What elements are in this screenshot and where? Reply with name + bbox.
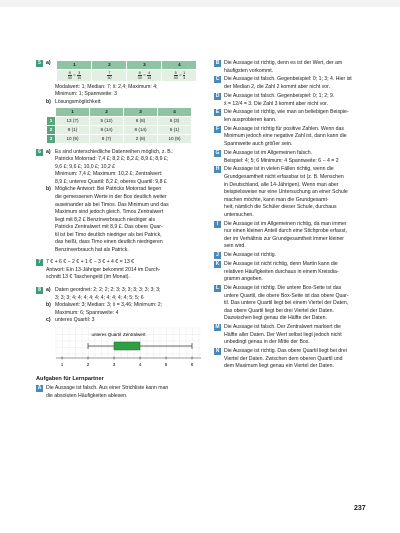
text-line: Minimum: 7,4 £; Maximum: 10,2 £; Zentralwert: [55, 171, 163, 178]
text-line: heit, nämlich die Schüler dieser Schule, durchaus [224, 204, 337, 211]
lernpartner-item-c [214, 76, 382, 91]
table-header: 2 [92, 61, 127, 70]
table-cell: $\frac{8}{30}$ = $\frac{4}{15}$ [127, 69, 162, 81]
text-line: das heißt, dass Timo einen deutlich niedrigeren [55, 239, 163, 246]
table-cell: 13 (7) [56, 116, 90, 125]
text-line: Die Aussage ist richtig. Das obere Quartil liegt bei drei [224, 348, 347, 355]
possibility-table [46, 107, 192, 144]
text-line: Die Aussage ist im Allgemeinen falsch. [224, 149, 313, 156]
table-cell: $\frac{7}{30}$ [92, 69, 127, 81]
table-cell: 8 (1) [56, 125, 90, 134]
exercise-number: 6 [36, 149, 43, 156]
tick-label: 5 [164, 361, 168, 367]
text-line: Die Aussage ist richtig, wie man an beliebigen Beispie- [224, 109, 349, 116]
text-line: die gemessenen Werte in der Box deutlich weiter [55, 194, 167, 201]
boxplot [36, 326, 206, 370]
text-line: häufigsten vorkommt. [224, 67, 274, 74]
text-line: Mögliche Antwort: Bei Patricks Motorrad liegen [55, 186, 162, 193]
text-line: Grundgesamtheit nicht erfassbar ist (z. B. Menschen [224, 174, 344, 180]
exercise-8 [36, 287, 206, 370]
table-cell: $\frac{5}{30}$ = $\frac{1}{3}$ [162, 69, 197, 81]
lernpartner-item-j [214, 252, 382, 260]
sub-label: a) [46, 148, 51, 155]
text-line: Viertel der Daten. Zwischen dem oberen Quartil und [224, 355, 343, 362]
text-line: Maximum: 6; Spannweite: 4 [55, 309, 119, 316]
text-line: Dazwischen liegt genau die Hälfte der Daten. [224, 315, 327, 322]
text-line: Spannweite auch größer sein. [224, 141, 293, 148]
text-line: das obere Quartil liegt bei drei Viertel der Daten. [224, 307, 334, 314]
text-line: Die Aussage ist richtig. Die untere Box-Seite ist das [224, 285, 342, 292]
text-line: len ausprobieren kann. [224, 117, 277, 123]
lernpartner-item-n [214, 348, 382, 371]
tick-label: 6 [190, 361, 194, 367]
text-line: 8,9 £; unteres Quartil: 8,2 £; oberes Quartil: 9,8 £ [55, 178, 167, 185]
text-line: Die Aussage ist falsch. Aus einer Strichliste kann man [46, 385, 169, 392]
table-cell: 2 (8) [124, 134, 158, 143]
text-line: gramm angeben. [224, 276, 263, 283]
text-line: Maximum sind jedoch gleich. Timos Zentralwert [55, 209, 164, 216]
text-line: Minimum jedoch eine negative Zahl ist, dann kann die [224, 133, 347, 140]
lernpartner-item-h [214, 166, 382, 219]
table-cell: 6 (3) [158, 116, 192, 125]
item-letter: C [215, 76, 220, 83]
table-header: 3 [127, 61, 162, 70]
item-letter: F [215, 125, 220, 132]
lernpartner-item-b [214, 60, 382, 75]
frequency-table [56, 60, 197, 82]
lernpartner-item-d [214, 93, 382, 108]
table-cell: 6 (1) [158, 125, 192, 134]
exercise-7 [36, 259, 206, 282]
text-line: Hälfte aller Daten. Der Wert selbst liegt jedoch nicht [224, 331, 342, 338]
item-letter: A [37, 385, 42, 392]
table-cell: 5 (12) [90, 116, 124, 125]
text-line: Patricks Motorrad: 7,4 £; 8,2 £; 8,2 £; 8,9 £; 8,9 £; [55, 156, 169, 163]
lernpartner-item-f [214, 126, 382, 149]
table-header: 4 [158, 108, 192, 117]
lernpartner-item-k [214, 261, 382, 284]
table-cell: 10 (9) [56, 134, 90, 143]
text-line: Die Aussage ist richtig. [224, 252, 277, 259]
item-letter: N [215, 348, 220, 355]
table-cell: $\frac{8}{30}$ = $\frac{3}{10}$ [57, 69, 92, 81]
table-header: 2 [90, 108, 124, 117]
text-line: til ist bei Timo deutlich niedriger als bei Patrick, [55, 231, 162, 238]
exercise-number: 8 [36, 287, 43, 294]
exercise-5 [36, 60, 206, 144]
row-header: 1 [47, 116, 56, 125]
table-cell: 8 (14) [124, 125, 158, 134]
item-letter: E [215, 109, 220, 116]
lernpartner-item-m [214, 324, 382, 347]
exercise-number: 5 [36, 60, 43, 67]
sub-label: a) [46, 60, 51, 66]
tick-label: 3 [112, 361, 116, 367]
table-cell: 6 (8) [124, 116, 158, 125]
sub-label: a) [46, 287, 51, 294]
text-line: Die Aussage ist falsch. Gegenbeispiel: 0; 1; 3; 4. Hier ist [224, 76, 352, 83]
table-header: 1 [57, 61, 92, 70]
text-line: Die Aussage ist richtig, denn es ist der Wert, der am [224, 60, 343, 66]
text-line: Beispiel: 4; 5; 6 Minimum: 4 Spannweite: 6 − 4 = 2 [224, 157, 339, 164]
page-number: 237 [354, 505, 366, 512]
text-line: machen möchte, kann man die Grundgesamt- [224, 196, 329, 203]
text-line: beispielsweise nur eine Untersuchung an einer Schule [224, 189, 348, 196]
text-line: untere Quartil, die obere Box-Seite ist das obere Quar- [224, 292, 349, 299]
sub-label: b) [46, 98, 51, 105]
exercise-number: 7 [36, 259, 43, 266]
lernpartner-item-i [214, 221, 382, 251]
text-line: x̄ = 12/4 = 3. Die Zahl 3 kommt aber nicht vor. [224, 100, 329, 107]
text-line: Benzinverbrauch hat als Patrick. [55, 246, 129, 253]
text-line: Lösungsmöglichkeit: [55, 98, 102, 105]
table-header: 1 [56, 108, 90, 117]
lernpartner-item-g [214, 150, 382, 165]
text-line: nur einen kleinen Anteil durch eine Stichprobe erfasst, [224, 228, 347, 235]
text-line: 3; 3; 3; 4; 4; 4; 4; 4; 4; 4; 4; 4; 4; 5; 5; 6 [55, 294, 144, 301]
text-line: dem Maximum liegt genau ein Viertel der Daten. [224, 363, 334, 370]
text-line: in Deutschland, alle 14-Jährigen). Wenn man aber [224, 181, 339, 188]
right-column [214, 60, 382, 372]
sub-label: b) [46, 302, 51, 309]
text-line: 7 € + 6 € − 2 € + 1 € − 3 € + 4 € = 13 € [46, 259, 135, 266]
left-column [36, 60, 206, 402]
text-line: Die Aussage ist nicht richtig, denn Martin kann die [224, 261, 338, 268]
text-line: relativen Häufigkeiten durchaus in einem Kreisdia- [224, 268, 339, 275]
text-line: schnitt 13 € Taschengeld (im Monat). [46, 274, 130, 281]
item-letter: I [214, 221, 221, 228]
text-line: Antwort: Ein 13-Jähriger bekommt 2014 im Durch- [46, 266, 161, 273]
exercise-6 [36, 149, 206, 255]
text-line: der im Verhältnis zur Grundgesamtheit immer kleiner [224, 235, 344, 242]
item-letter: G [215, 149, 220, 156]
text-line: Minimum: 1; Spannweite: 3 [55, 91, 118, 98]
text-line: der Median 2, die Zahl 2 kommt aber nicht vor. [224, 84, 331, 91]
item-letter: D [215, 92, 220, 99]
boxplot-box [114, 342, 140, 350]
item-letter: K [215, 261, 220, 268]
row-header: 3 [47, 134, 56, 143]
text-line: Die Aussage ist falsch. Der Zentralwert markiert die [224, 324, 341, 331]
lernpartner-item-l [214, 285, 382, 323]
text-line: Modalwert: 1; Median: 7; x̄: 2,4; Maximum: 4; [55, 83, 158, 90]
tick-label: 4 [138, 361, 142, 367]
text-line: liegt mit 8,2 £ Benzinverbrauch niedriger als [55, 216, 156, 223]
text-line: Die Aussage ist richtig für positive Zahlen. Wenn das [224, 125, 344, 132]
text-line: unteres Quartil: 3 [55, 317, 95, 324]
text-line: 9,6 £; 9,6 £; 10,0 £; 10,2 £ [55, 163, 116, 170]
text-line: sein wird. [224, 243, 246, 250]
text-line: Die Aussage ist im Allgemeinen richtig, da man immer [224, 220, 347, 227]
section-title: Aufgaben für Lernpartner [36, 375, 104, 382]
label-lower-quartile: unteres Quartil [91, 331, 121, 337]
top-bar [0, 0, 400, 7]
table-cell: 8 (7) [90, 134, 124, 143]
text-line: til. Das untere Quartil liegt bei einem Viertel der Daten, [224, 300, 349, 307]
tick-label: 2 [86, 361, 90, 367]
text-line: auseinander als bei Timos. Das Minimum und das [55, 201, 169, 208]
item-letter: H [215, 166, 220, 173]
table-header: 3 [124, 108, 158, 117]
text-line: unbedingt genau in der Mitte der Box. [224, 339, 310, 346]
item-letter: J [214, 252, 221, 259]
item-letter: M [215, 324, 220, 331]
table-header: 4 [162, 61, 197, 70]
text-line: Daten geordnet: 2; 2; 2; 2; 3; 3; 3; 3; 3; 3; 3; 3; [55, 287, 161, 294]
table-cell: 10 (9) [158, 134, 192, 143]
table-cell: 8 (14) [90, 125, 124, 134]
text-line: untersuchen. [224, 211, 254, 218]
text-line: Modalwert: 3; Median: 3; x̄ = 3,46; Minimum: 2; [55, 302, 162, 309]
item-letter: B [215, 60, 220, 66]
text-line: Die Aussage ist falsch. Gegenbeispiel: 0; 1; 2; 9. [224, 92, 335, 99]
text-line: Die Aussage ist in vielen Fällen richtig, wenn die [224, 166, 334, 173]
text-line: Es sind unterschiedliche Datenreihen möglich, z. B.: [55, 148, 174, 155]
row-header: 2 [47, 125, 56, 134]
item-letter: L [215, 285, 220, 292]
lernpartner-item-a [36, 385, 206, 400]
label-median: Zentralwert [123, 331, 146, 337]
text-line: Patricks Zentralwert mit 8,9 £. Das obere Quar- [55, 224, 163, 231]
text-line: die absoluten Häufigkeiten ablesen. [46, 392, 128, 399]
lernpartner-item-e [214, 109, 382, 124]
sub-label: c) [46, 317, 51, 324]
tick-label: 1 [60, 361, 64, 367]
sub-label: b) [46, 186, 51, 193]
